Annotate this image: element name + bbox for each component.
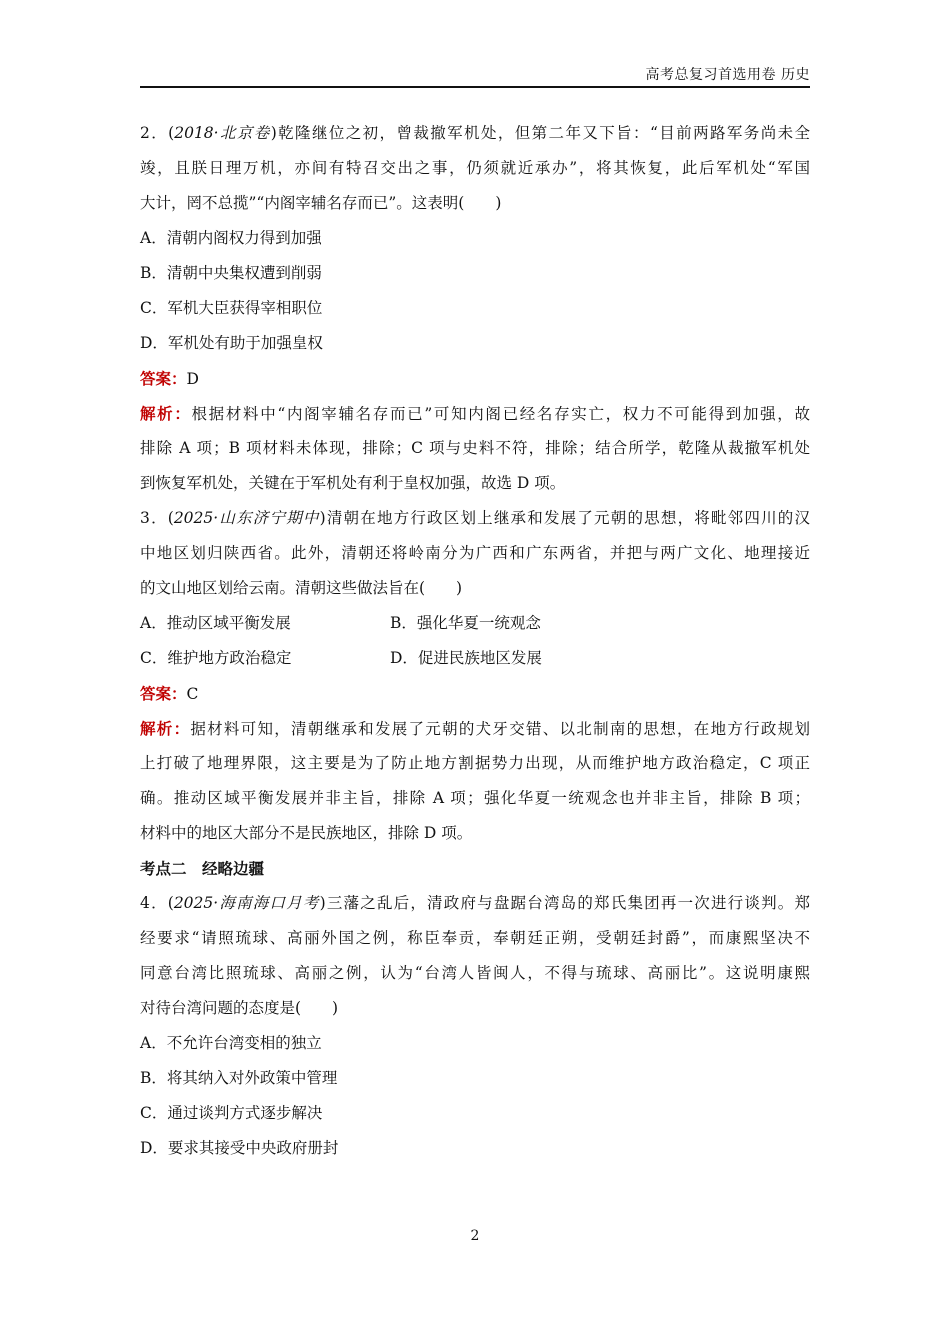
q4-number: 4．( — [140, 894, 174, 912]
q2-analysis-line-3: 到恢复军机处，关键在于军机处有利于皇权加强，故选 D 项。 — [140, 474, 566, 492]
q4-line-2: 经要求“请照琉球、高丽外国之例，称臣奉贡，奉朝廷正朔，受朝廷封爵”，而康熙坚决不 — [140, 929, 810, 947]
q4-line-3: 同意台湾比照琉球、高丽之例，认为“台湾人皆闽人，不得与琉球、高丽比”。这说明康熙 — [140, 964, 810, 982]
q4-option-c: C．通过谈判方式逐步解决 — [140, 1104, 323, 1122]
q2-line-3: 大计，罔不总揽”“内阁宰辅名存而已”。这表明( ) — [140, 194, 502, 212]
q2-option-c: C．军机大臣获得宰相职位 — [140, 299, 323, 317]
q2-option-a: A．清朝内阁权力得到加强 — [140, 229, 322, 247]
q3-text: )清朝在地方行政区划上继承和发展了元朝的思想，将毗邻四川的汉 — [319, 509, 810, 527]
q3-analysis-text: 据材料可知，清朝继承和发展了元朝的犬牙交错、以北制南的思想，在地方行政规划 — [190, 720, 810, 738]
q3-answer-label: 答案： — [140, 684, 187, 703]
q3-source: 2025·山东济宁期中 — [173, 509, 320, 527]
q3-options-row-1 — [140, 606, 810, 641]
q3-analysis-line-1 — [140, 711, 810, 746]
page-header — [140, 62, 810, 88]
q2-analysis-line-1 — [140, 396, 810, 431]
page-number: 2 — [470, 1228, 480, 1244]
q2-text: )乾隆继位之初，曾裁撤军机处，但第二年又下旨：“目前两路军务尚未全 — [270, 124, 810, 142]
q2-answer-value: D — [186, 370, 199, 388]
q2-answer-label: 答案： — [140, 369, 187, 388]
q3-options-row-2 — [140, 641, 810, 676]
q2-answer — [140, 361, 810, 396]
q2-analysis-line-2: 排除 A 项；B 项材料未体现，排除；C 项与史料不符，排除；结合所学，乾隆从裁撤军机处 — [140, 439, 810, 457]
q2-number: 2．( — [140, 124, 175, 142]
q3-option-c: C．维护地方政治稳定 — [140, 649, 292, 667]
q3-analysis-label: 解析： — [140, 719, 191, 738]
q4-source: 2025·海南海口月考 — [173, 894, 320, 912]
q3-analysis-line-2: 上打破了地理界限，这主要是为了防止地方割据势力出现，从而维护地方政治稳定，C 项正 — [140, 754, 810, 772]
q2-source: 2018·北京卷 — [174, 124, 271, 142]
q4-option-a: A．不允许台湾变相的独立 — [140, 1034, 322, 1052]
q3-line-1 — [140, 501, 810, 536]
q2-line-2: 竣，且朕日理万机，亦间有特召交出之事，仍须就近承办”，将其恢复，此后军机处“军国 — [140, 159, 810, 177]
q2-option-d: D．军机处有助于加强皇权 — [140, 334, 323, 352]
q2-analysis-label: 解析： — [140, 404, 192, 423]
q2-option-b: B．清朝中央集权遭到削弱 — [140, 264, 322, 282]
q3-line-2: 中地区划归陕西省。此外，清朝还将岭南分为广西和广东两省，并把与两广文化、地理接近 — [140, 544, 810, 562]
q2-analysis-text: 根据材料中“内阁宰辅名存而已”可知内阁已经名存实亡，权力不可能得到加强，故 — [191, 405, 810, 423]
q3-option-d: D．促进民族地区发展 — [390, 649, 542, 667]
q4-option-d: D．要求其接受中央政府册封 — [140, 1139, 339, 1157]
q3-line-3: 的文山地区划给云南。清朝这些做法旨在( ) — [140, 579, 463, 597]
q4-text: )三藩之乱后，清政府与盘踞台湾岛的郑氏集团再一次进行谈判。郑 — [319, 894, 810, 912]
q3-option-b: B．强化华夏一统观念 — [390, 614, 541, 632]
q3-analysis-line-3: 确。推动区域平衡发展并非主旨，排除 A 项；强化华夏一统观念也并非主旨，排除 B 项； — [140, 789, 810, 807]
q4-option-b: B．将其纳入对外政策中管理 — [140, 1069, 338, 1087]
q4-line-1 — [140, 886, 810, 921]
q3-option-a: A．推动区域平衡发展 — [140, 614, 291, 632]
header-title: 高考总复习首选用卷 历史 — [645, 67, 810, 83]
q2-line-1 — [140, 116, 810, 151]
q3-number: 3．( — [140, 509, 174, 527]
q3-answer — [140, 676, 810, 711]
page-content — [140, 116, 810, 1166]
section-heading: 考点二 经略边疆 — [140, 859, 265, 878]
q3-analysis-line-4: 材料中的地区大部分不是民族地区，排除 D 项。 — [140, 824, 473, 842]
q3-answer-value: C — [186, 685, 199, 703]
q4-line-4: 对待台湾问题的态度是( ) — [140, 999, 339, 1017]
